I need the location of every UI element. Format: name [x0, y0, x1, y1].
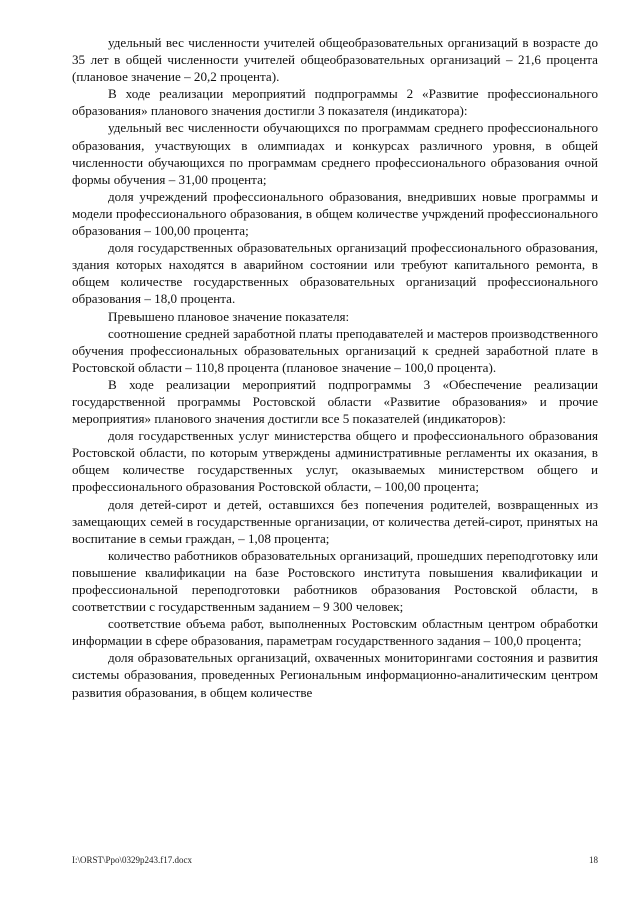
paragraph: доля государственных услуг министерства общего и профессионального образования Ростовской области, по которым утверждены административные регламенты их оказания, в общем количестве государственных услуг, оказываемых министерством общего и профессионального образования Ростовской области, – 100,00 процента;: [72, 428, 598, 495]
file-path: I:\ORST\Ppo\0329p243.f17.docx: [72, 855, 193, 865]
paragraph: соотношение средней заработной платы преподавателей и мастеров производственного обучения профессиональных образовательных организаций к средней заработной плате в Ростовской области – 110,8 процента (плановое значение – 100,0 процента).: [72, 325, 598, 375]
document-body: [72, 34, 598, 701]
paragraph: В ходе реализации мероприятий подпрограммы 2 «Развитие профессионального образования» планового значения достигли 3 показателя (индикатора):: [72, 86, 598, 119]
paragraph: количество работников образовательных организаций, прошедших переподготовку или повышение квалификации на базе Ростовского института повышения квалификации и профессиональной переподготовки работников образования Ростовской области, в соответствии с государственным заданием – 9 300 человек;: [72, 547, 598, 615]
page-number: 18: [589, 855, 598, 865]
paragraph: удельный вес численности обучающихся по программам среднего профессионального образования, участвующих в олимпиадах и конкурсах различного уровня, в общей численности обучающихся по программам среднего профессионального образования очной формы обучения – 31,00 процента;: [72, 120, 598, 187]
paragraph: Превышено плановое значение показателя:: [108, 308, 350, 324]
paragraph: доля государственных образовательных организаций профессионального образования, здания которых находятся в аварийном состоянии или требуют капитального ремонта, в общем количестве государственных образовательных организаций профессионального образования – 18,0 процента.: [72, 240, 598, 307]
paragraph: В ходе реализации мероприятий подпрограммы 3 «Обеспечение реализации государственной программы Ростовской области «Развитие образования» и прочие мероприятия» планового значения достигли все 5 показателей (индикаторов):: [72, 376, 598, 427]
paragraph: доля учреждений профессионального образования, внедривших новые программы и модели профессионального образования, в общем количестве учрждений профессионального образования – 100,00 процента;: [72, 188, 598, 239]
paragraph: соответствие объема работ, выполненных Ростовским областным центром обработки информации в сфере образования, параметрам государственного задания – 100,0 процента;: [72, 616, 598, 649]
paragraph: удельный вес численности учителей общеобразовательных организаций в возрасте до 35 лет в общей численности учителей общеобразовательных организаций – 21,6 процента (плановое значение – 20,2 процента).: [72, 35, 598, 85]
paragraph: доля образовательных организаций, охваченных мониторингами состояния и развития системы образования, проведенных Региональным информационно-аналитическим центром развития образования, в общем количестве: [72, 650, 598, 700]
paragraph: доля детей-сирот и детей, оставшихся без попечения родителей, возвращенных из замещающих семей в государственные организации, от количества детей-сирот, принятых на воспитание в семьи граждан, – 1,08 процента;: [72, 496, 598, 546]
